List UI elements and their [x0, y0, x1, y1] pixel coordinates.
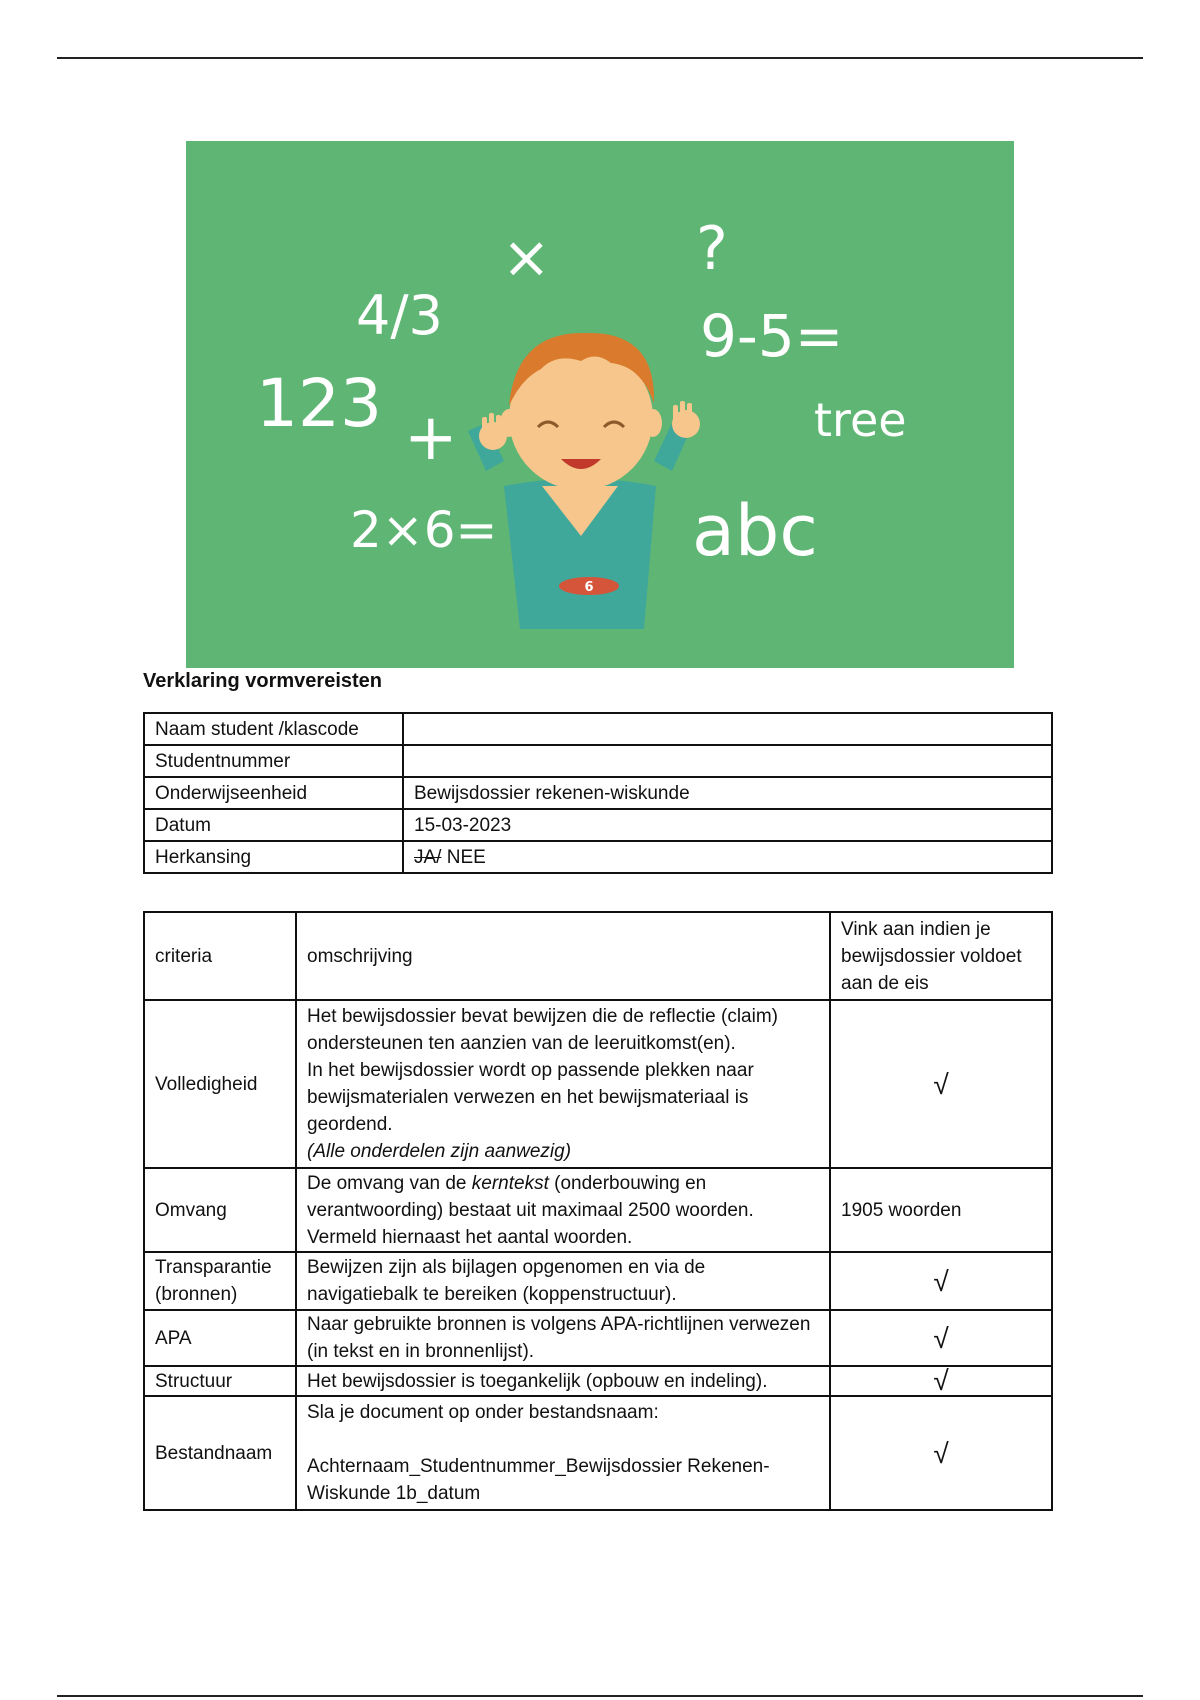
header-description: omschrijving [296, 912, 830, 1000]
info-label: Datum [144, 809, 403, 841]
description-italic-word: kerntekst [471, 1172, 549, 1194]
top-rule [57, 57, 1143, 59]
info-label: Herkansing [144, 841, 403, 873]
info-row-unit [144, 777, 1052, 809]
criteria-row-volledigheid [144, 1000, 1052, 1168]
info-row-resit [144, 841, 1052, 873]
selected-option: NEE [441, 846, 486, 868]
criteria-row-omvang [144, 1168, 1052, 1252]
header-criteria: criteria [144, 912, 296, 1000]
checkmark-cell[interactable]: √ [830, 1366, 1052, 1396]
page-heading: Verklaring vormvereisten [143, 670, 383, 692]
bottom-rule [57, 1695, 1143, 1697]
info-value-resit [403, 841, 1052, 873]
criteria-header-row [144, 912, 1052, 1000]
criteria-name: APA [144, 1310, 296, 1366]
criteria-row-structuur [144, 1366, 1052, 1396]
criteria-description: Het bewijsdossier is toegankelijk (opbouw en indeling). [296, 1366, 830, 1396]
chalk-123: 123 [256, 365, 382, 442]
word-count-cell[interactable]: 1905 woorden [830, 1168, 1052, 1252]
chalk-tree: tree [814, 393, 907, 447]
student-info-table [143, 712, 1053, 874]
info-value-studentnumber[interactable] [403, 745, 1052, 777]
description-text-pre: De omvang van de [307, 1172, 472, 1194]
chalkboard-image [186, 141, 1014, 668]
struck-option: JA/ [414, 846, 442, 868]
chalk-fraction: 4/3 [356, 284, 443, 347]
criteria-table [143, 911, 1053, 1511]
chalk-abc: abc [692, 490, 818, 572]
criteria-row-bestandnaam [144, 1396, 1052, 1510]
shirt-number: 6 [584, 580, 594, 595]
criteria-row-transparantie [144, 1252, 1052, 1310]
criteria-description [296, 1168, 830, 1252]
info-value-date: 15-03-2023 [403, 809, 1052, 841]
criteria-name: Omvang [144, 1168, 296, 1252]
chalk-multiplication: 2×6= [350, 501, 498, 559]
header-check: Vink aan indien je bewijsdossier voldoet aan de eis [830, 912, 1052, 1000]
chalk-times: × [502, 223, 551, 291]
checkmark-cell[interactable]: √ [830, 1000, 1052, 1168]
info-row-date [144, 809, 1052, 841]
info-value-unit: Bewijsdossier rekenen-wiskunde [403, 777, 1052, 809]
info-row-studentnumber [144, 745, 1052, 777]
criteria-description [296, 1000, 830, 1168]
criteria-name: Transparantie (bronnen) [144, 1252, 296, 1310]
criteria-name: Bestandnaam [144, 1396, 296, 1510]
criteria-description: Sla je document op onder bestandsnaam: Achternaam_Studentnummer_Bewijsdossier Rekenen-Wiskunde 1b_datum [296, 1396, 830, 1510]
info-label: Onderwijseenheid [144, 777, 403, 809]
criteria-name: Volledigheid [144, 1000, 296, 1168]
description-text: Het bewijsdossier bevat bewijzen die de reflectie (claim) ondersteunen ten aanzien van de leeruitkomst(en). In het bewijsdossier wordt op passende plekken naar bewijsmaterialen verwezen en het bewijsmateriaal is geordend. [307, 1006, 778, 1135]
chalk-question: ? [696, 214, 728, 284]
info-value-name[interactable] [403, 713, 1052, 745]
criteria-description: Naar gebruikte bronnen is volgens APA-richtlijnen verwezen (in tekst en in bronnenlijst). [296, 1310, 830, 1366]
checkmark-cell[interactable]: √ [830, 1396, 1052, 1510]
checkmark-cell[interactable]: √ [830, 1310, 1052, 1366]
chalk-plus: + [404, 401, 458, 475]
description-text-post: (onderbouwing en verantwoording) bestaat uit maximaal 2500 woorden. Vermeld hiernaast het aantal woorden. [307, 1172, 754, 1248]
checkmark-cell[interactable]: √ [830, 1252, 1052, 1310]
chalkboard-illustration [186, 141, 1014, 668]
info-label: Studentnummer [144, 745, 403, 777]
criteria-name: Structuur [144, 1366, 296, 1396]
info-label: Naam student /klascode [144, 713, 403, 745]
description-italic-note: (Alle onderdelen zijn aanwezig) [307, 1141, 572, 1162]
criteria-description: Bewijzen zijn als bijlagen opgenomen en via de navigatiebalk te bereiken (koppenstructuur). [296, 1252, 830, 1310]
info-row-name [144, 713, 1052, 745]
criteria-row-apa [144, 1310, 1052, 1366]
chalk-subtraction: 9-5= [700, 302, 844, 370]
